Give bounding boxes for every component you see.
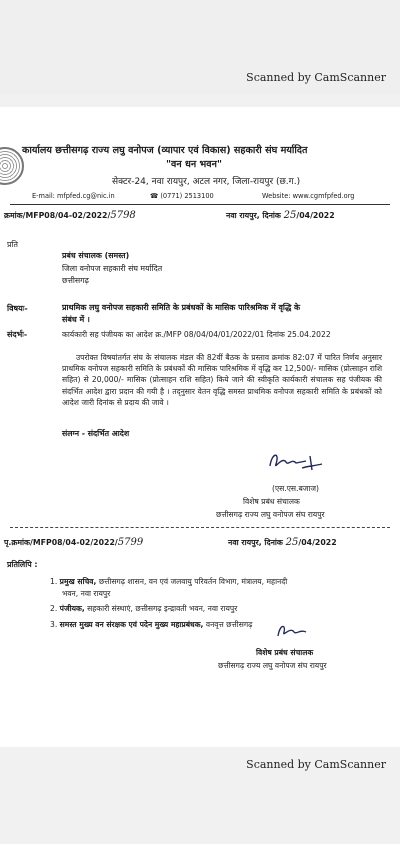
header-title: कार्यालय छत्तीसगढ़ राज्य लघु वनोपज (व्यापार एवं विकास) सहकारी संघ मर्यादित	[22, 145, 308, 156]
header-divider	[10, 204, 390, 205]
copy-item-1: 1. प्रमुख सचिव, छत्तीसगढ़ शासन, वन एवं जलवायु परिवर्तन विभाग, मंत्रालय, महानदी	[50, 577, 288, 586]
subject-label: विषयः-	[7, 304, 28, 313]
copy-label: प्रतिलिपि :	[7, 560, 38, 569]
recipient-state: छत्तीसगढ़	[62, 276, 89, 285]
phone-icon: ☎	[150, 192, 159, 200]
copy-item-2: 2. पंजीयक, सहकारी संस्थाएं, छत्तीसगढ़ इन्द्रावती भवन, नवा रायपुर	[50, 604, 238, 613]
reference-label: संदर्भः-	[7, 330, 28, 339]
copy-ref: पृ.क्रमांक/MFP08/04-02/2022/5799	[4, 537, 144, 548]
subject-line-2: संबंध में ।	[62, 315, 90, 324]
scanner-watermark-bottom: Scanned by CamScanner	[246, 758, 386, 771]
letter-date: नवा रायपुर, दिनांक 25/04/2022	[226, 210, 335, 221]
section-divider	[10, 527, 390, 528]
signer-name: (एस.एस.बजाज)	[272, 484, 319, 493]
recipient-name: प्रबंध संचालक (समस्त)	[62, 251, 130, 260]
signature-image	[262, 448, 332, 478]
subject-line-1: प्राथमिक लघु वनोपज सहकारी समिति के प्रबंधकों के मासिक पारिश्रमिक में वृद्धि के	[62, 303, 301, 312]
copy-signer-title: विशेष प्रबंध संचालक	[256, 648, 314, 657]
emblem-seal-icon	[0, 147, 24, 185]
header-phone: ☎ (0771) 2513100	[150, 192, 214, 200]
header-email: E-mail: mfpfed.cg@nic.in	[32, 192, 115, 200]
copy-date: नवा रायपुर, दिनांक 25/04/2022	[228, 537, 337, 548]
header-address: सेक्टर-24, नवा रायपुर, अटल नगर, जिला-रायपुर (छ.ग.)	[112, 177, 301, 187]
scanner-watermark-top: Scanned by CamScanner	[246, 71, 386, 84]
reference-text: कार्यकारी सह पंजीयक का आदेश क्र./MFP 08/04/04/01/2022/01 दिनांक 25.04.2022	[62, 330, 331, 339]
copy-signature-image	[272, 620, 312, 642]
letter-body: उपरोक्त विषयांतर्गत संघ के संचालक मंडल की 82वीं बैठक के प्रस्ताव क्रमांक 82:07 में पारित निर्णय अनुसार प्राथमिक वनोपज सहकारी समिति के प्रबंधकों की मासिक पारिश्रमिक में वृद्धि कर 12,500/- मासिक (प्रोत्साहन राशि सहित) से 20,000/- मासिक (प्रोत्साहन राशि सहित) किये जाने की स्वीकृति कार्यकारी संचालक सह पंजीयक की संदर्भित आदेश द्वारा प्रदान की गयी है । तद्नुसार वेतन वृद्धि समस्त प्राथमिक वनोपज सहकारी समिति के प्रबंधकों को आदेश जारी दिनांक से प्रदाय की जावे ।	[62, 353, 382, 407]
signer-org: छत्तीसगढ़ राज्य लघु वनोपज संघ रायपुर	[216, 510, 325, 519]
recipient-org: जिला वनोपज सहकारी संघ मर्यादित	[62, 264, 163, 273]
header-website: Website: www.cgmfpfed.org	[262, 192, 355, 200]
enclosure-note: संलग्न - संदर्भित आदेश	[62, 429, 130, 438]
prati-label: प्रति	[7, 240, 18, 249]
signer-title: विशेष प्रबंध संचालक	[243, 497, 300, 506]
copy-item-1-cont: भवन, नवा रायपुर	[62, 589, 111, 598]
header-subtitle: "वन धन भवन"	[166, 159, 222, 170]
copy-item-3: 3. समस्त मुख्य वन संरक्षक एवं पदेन मुख्य महाप्रबंधक, वनवृत्त छत्तीसगढ़	[50, 620, 253, 629]
letter-ref: क्रमांक/MFP08/04-02/2022/5798	[4, 210, 136, 221]
copy-signer-org: छत्तीसगढ़ राज्य लघु वनोपज संघ रायपुर	[218, 661, 327, 670]
letter-page	[0, 107, 400, 747]
